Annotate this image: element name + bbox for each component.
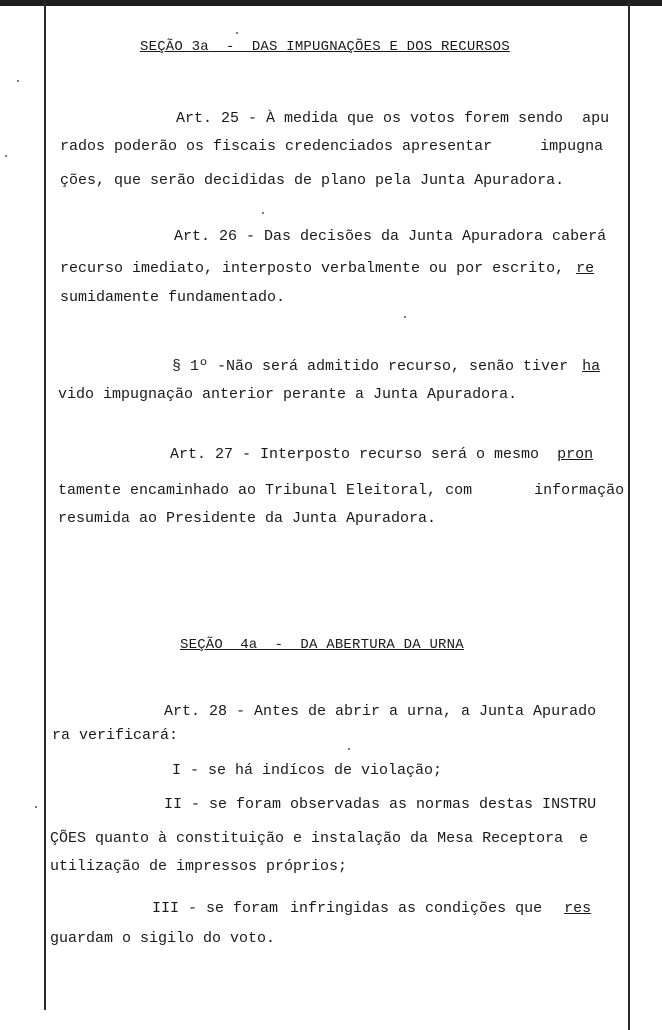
par1-line1-end: ha: [582, 358, 601, 375]
item-ii-line1: II - se foram observadas as normas destas INSTRU: [164, 796, 597, 813]
art26-line3: sumidamente fundamentado.: [60, 289, 286, 306]
art26-line2: recurso imediato, interposto verbalmente ou por escrito,: [60, 260, 565, 277]
item-iii-line2: guardam o sigilo do voto.: [50, 930, 276, 947]
art27-line1-end: pron: [557, 446, 594, 463]
art25-line2-end: impugna: [540, 138, 604, 155]
art26-line1: Art. 26 - Das decisões da Junta Apuradora caberá: [174, 228, 607, 245]
scan-speck: [348, 748, 350, 750]
right-margin-line: [628, 0, 630, 1030]
art28-line2: ra verificará:: [52, 727, 179, 744]
art27-line2: tamente encaminhado ao Tribunal Eleitoral, com: [58, 482, 473, 499]
item-ii-line2-end: e: [579, 830, 589, 847]
scan-speck: [236, 32, 238, 34]
art26-line2-end: re: [576, 260, 595, 277]
section-3-heading: SEÇÃO 3a - DAS IMPUGNAÇÕES E DOS RECURSOS: [140, 39, 510, 55]
item-i: I - se há indícos de violação;: [172, 762, 443, 779]
left-margin-line: [44, 0, 46, 1010]
art25-line1: Art. 25 - À medida que os votos forem sendo: [176, 110, 564, 127]
art25-line1-end: apu: [582, 110, 610, 127]
par1-line1: § 1º -Não será admitido recurso, senão tiver: [172, 358, 569, 375]
top-border: [0, 0, 662, 6]
art27-line2-end: informação: [534, 482, 625, 499]
item-iii-line1-mid: infringidas as condições que: [290, 900, 543, 917]
scan-speck: [404, 316, 406, 318]
art27-line1: Art. 27 - Interposto recurso será o mesmo: [170, 446, 540, 463]
item-iii-line1: III - se foram: [152, 900, 279, 917]
section-4-heading: SEÇÃO 4a - DA ABERTURA DA URNA: [180, 637, 464, 653]
art28-line1: Art. 28 - Antes de abrir a urna, a Junta Apurado: [164, 703, 597, 720]
art25-line2: rados poderão os fiscais credenciados apresentar: [60, 138, 493, 155]
item-ii-line3: utilização de impressos próprios;: [50, 858, 348, 875]
scan-speck: [35, 806, 37, 808]
par1-line2: vido impugnação anterior perante a Junta Apuradora.: [58, 386, 518, 403]
art27-line3: resumida ao Presidente da Junta Apuradora.: [58, 510, 437, 527]
item-ii-line2: ÇÕES quanto à constituição e instalação da Mesa Receptora: [50, 830, 564, 847]
scan-speck: [262, 212, 264, 214]
art25-line3: ções, que serão decididas de plano pela Junta Apuradora.: [60, 172, 565, 189]
scan-speck: [17, 80, 19, 82]
scan-speck: [5, 155, 7, 157]
item-iii-line1-end: res: [564, 900, 592, 917]
